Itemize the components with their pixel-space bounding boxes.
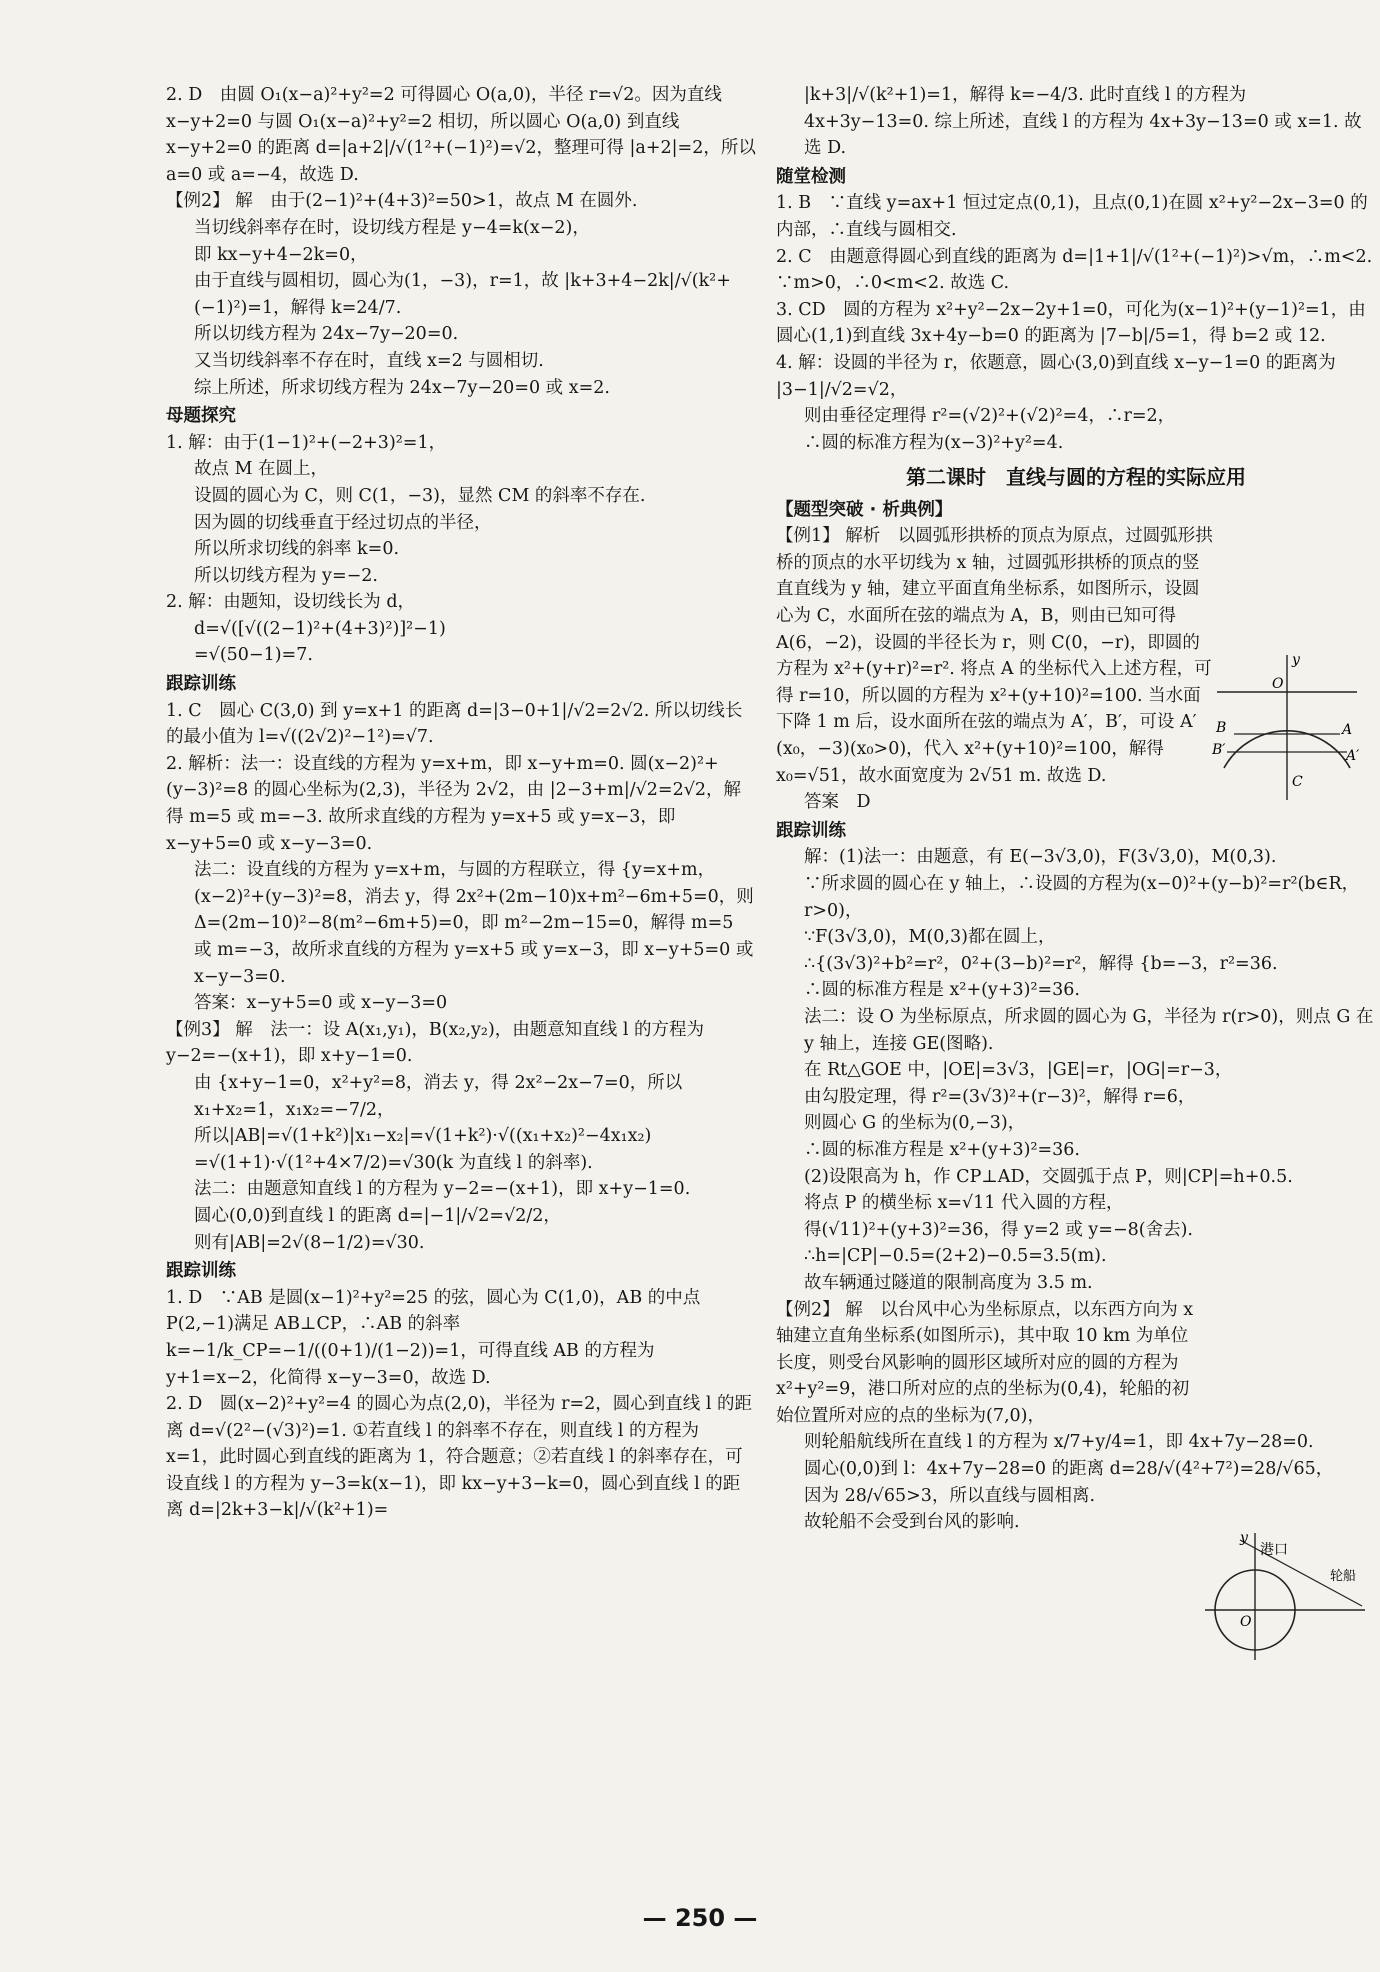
fig2-label-ship: 轮船	[1330, 1569, 1357, 1584]
fig1-label-o: O	[1272, 676, 1284, 692]
answer-line: 即 kx−y+4−2k=0，	[194, 244, 368, 265]
section-heading: 跟踪训练	[776, 820, 846, 841]
answer-line: ∴圆的标准方程是 x²+(y+3)²=36.	[804, 1139, 1080, 1160]
answer-item: 【例2】 解 由于(2−1)²+(4+3)²=50>1，故点 M 在圆外.	[166, 191, 638, 212]
answer-line: 法二：设 O 为坐标原点，所求圆的圆心为 G，半径为 r(r>0)，则点 G 在 y 轴上，连接 GE(图略).	[804, 1006, 1374, 1054]
answer-line: 得(√11)²+(y+3)²=36，得 y=2 或 y=−8(舍去).	[804, 1219, 1193, 1240]
answer-line: 答案 D	[804, 792, 871, 813]
left-column	[166, 82, 756, 1524]
answer-line: =√(1+1)·√(1²+4×7/2)=√30(k 为直线 l 的斜率).	[194, 1152, 593, 1173]
answer-line: 所以所求切线的斜率 k=0.	[194, 539, 400, 560]
answer-line: ∵F(3√3,0)，M(0,3)都在圆上，	[804, 927, 1056, 948]
answer-line: 解：(1)法一：由题意，有 E(−3√3,0)，F(3√3,0)，M(0,3).	[804, 847, 1277, 868]
fig1-label-y: y	[1292, 652, 1300, 668]
answer-line: 由于直线与圆相切，圆心为(1，−3)，r=1，故 |k+3+4−2k|/√(k²+(−1)²)=1，解得 k=24/7.	[194, 271, 731, 318]
fig1-label-c: C	[1292, 774, 1303, 790]
fig2-label-o: O	[1240, 1614, 1252, 1630]
answer-item: 2. 解析：法一：设直线的方程为 y=x+m，即 x−y+m=0. 圆(x−2)²+(y−3)²=8 的圆心坐标为(2,3)，半径为 2√2，由 |2−3+m|/√2=2√2，解得 m=5 或 m=−3. 故所求直线的方程为 y=x+5 或 y=x−3，即 x−y+5=0 或 x−y−3=0.	[166, 753, 741, 854]
answer-line: 答案：x−y+5=0 或 x−y−3=0	[194, 993, 448, 1014]
answer-line: 因为 28/√65>3，所以直线与圆相离.	[804, 1485, 1096, 1506]
section-heading: 随堂检测	[776, 166, 846, 187]
answer-item: 1. 解：由于(1−1)²+(−2+3)²=1，	[166, 432, 447, 453]
answer-line: ∴圆的标准方程为(x−3)²+y²=4.	[804, 432, 1064, 453]
answer-line: 则由垂径定理得 r²=(√2)²+(√2)²=4，∴r=2，	[804, 406, 1176, 427]
answer-line: 则轮船航线所在直线 l 的方程为 x/7+y/4=1，即 4x+7y−28=0.	[804, 1432, 1314, 1453]
answer-item: 1. D ∵AB 是圆(x−1)²+y²=25 的弦，圆心为 C(1,0)，AB 的中点 P(2,−1)满足 AB⊥CP，∴AB 的斜率 k=−1/k_CP=−1/((0+1)/(1−2))=1，可得直线 AB 的方程为 y+1=x−2，化简得 x−y−3=0，故选 D.	[166, 1287, 701, 1388]
fig2-label-port: 港口	[1260, 1542, 1288, 1558]
answer-item: 1. C 圆心 C(3,0) 到 y=x+1 的距离 d=|3−0+1|/√2=2√2. 所以切线长的最小值为 l=√((2√2)²−1²)=√7.	[166, 700, 743, 748]
answer-line: 所以切线方程为 24x−7y−20=0.	[194, 324, 459, 345]
bridge-arch-figure	[1212, 650, 1362, 810]
answer-line: 由勾股定理，得 r²=(3√3)²+(r−3)²，解得 r=6，	[804, 1086, 1196, 1107]
answer-item: 2. C 由题意得圆心到直线的距离为 d=|1+1|/√(1²+(−1)²)>√m，∴m<2. ∵m>0，∴0<m<2. 故选 C.	[776, 246, 1373, 294]
answer-item: 3. CD 圆的方程为 x²+y²−2x−2y+1=0，可化为(x−1)²+(y−1)²=1，由圆心(1,1)到直线 3x+4y−b=0 的距离为 |7−b|/5=1，得 b=2 或 12.	[776, 299, 1366, 347]
answer-line: ∴h=|CP|−0.5=(2+2)−0.5=3.5(m).	[804, 1246, 1107, 1267]
answer-line: =√(50−1)=7.	[194, 645, 313, 666]
answer-item: 2. D 由圆 O₁(x−a)²+y²=2 可得圆心 O(a,0)，半径 r=√2。因为直线 x−y+2=0 与圆 O₁(x−a)²+y²=2 相切，所以圆心 O(a,0) 到直线 x−y+2=0 的距离 d=|a+2|/√(1²+(−1)²)=√2，整理可得 |a+2|=2，所以 a=0 或 a=−4，故选 D.	[166, 85, 756, 185]
answer-line: 设圆的圆心为 C，则 C(1，−3)，显然 CM 的斜率不存在.	[194, 485, 646, 506]
section-heading: 跟踪训练	[166, 1261, 236, 1282]
fig1-label-b2: B′	[1212, 742, 1226, 758]
fig1-label-b: B	[1216, 720, 1227, 736]
section-title: 第二课时 直线与圆的方程的实际应用	[906, 465, 1246, 490]
answer-line: 则有|AB|=2√(8−1/2)=√30.	[194, 1232, 425, 1253]
typhoon-figure	[1200, 1528, 1370, 1668]
answer-line: d=√([√((2−1)²+(4+3)²)]²−1)	[194, 618, 446, 639]
answer-item: 【例3】 解 法一：设 A(x₁,y₁)，B(x₂,y₂)，由题意知直线 l 的方程为 y−2=−(x+1)，即 x+y−1=0.	[166, 1019, 704, 1067]
answer-line: 法二：由题意知直线 l 的方程为 y−2=−(x+1)，即 x+y−1=0.	[194, 1179, 691, 1200]
answer-line: (2)设限高为 h，作 CP⊥AD，交圆弧于点 P，则|CP|=h+0.5.	[804, 1166, 1293, 1187]
answer-line: 则圆心 G 的坐标为(0,−3)，	[804, 1113, 1026, 1134]
answer-line: |k+3|/√(k²+1)=1，解得 k=−4/3. 此时直线 l 的方程为 4x+3y−13=0. 综上所述，直线 l 的方程为 4x+3y−13=0 或 x=1. 故选 D.	[804, 85, 1362, 159]
answer-item: 【例1】 解析 以圆弧形拱桥的顶点为原点，过圆弧形拱桥的顶点的水平切线为 x 轴，过圆弧形拱桥的顶点的竖直直线为 y 轴，建立平面直角坐标系，如图所示，设圆心为 C，水面所在弦的端点为 A，B，则由已知可得 A(6，−2)，设圆的半径长为 r，则 C(0，−r)，即圆的方程为 x²+(y+r)²=r². 将点 A 的坐标代入上述方程，可得 r=10，所以圆的方程为 x²+(y+10)²=100. 当水面下降 1 m 后，设水面所在弦的端点为 A′，B′，可设 A′(x₀，−3)(x₀>0)，代入 x²+(y+10)²=100，解得 x₀=√51，故水面宽度为 2√51 m. 故选 D.	[776, 526, 1213, 786]
section-heading: 【题型突破 · 析典例】	[776, 499, 953, 520]
answer-line: 圆心(0,0)到直线 l 的距离 d=|−1|/√2=√2/2，	[194, 1205, 561, 1226]
fig1-label-a2: A′	[1346, 748, 1360, 764]
fig1-label-a: A	[1342, 722, 1353, 738]
fig2-label-y: y	[1240, 1530, 1248, 1546]
answer-line: 所以|AB|=√(1+k²)|x₁−x₂|=√(1+k²)·√((x₁+x₂)²−4x₁x₂)	[194, 1126, 652, 1147]
answer-line: 故点 M 在圆上，	[194, 459, 329, 480]
answer-line: 故轮船不会受到台风的影响.	[804, 1512, 1020, 1533]
answer-item: 1. B ∵直线 y=ax+1 恒过定点(0,1)，且点(0,1)在圆 x²+y²−2x−3=0 的内部，∴直线与圆相交.	[776, 193, 1368, 240]
answer-line: 由 {x+y−1=0，x²+y²=8，消去 y，得 2x²−2x−7=0，所以 x₁+x₂=1，x₁x₂=−7/2，	[194, 1072, 683, 1120]
answer-item: 4. 解：设圆的半径为 r，依题意，圆心(3,0)到直线 x−y−1=0 的距离为 |3−1|/√2=√2，	[776, 352, 1336, 400]
answer-line: ∵所求圆的圆心在 y 轴上，∴设圆的方程为(x−0)²+(y−b)²=r²(b∈R，r>0)，	[804, 874, 1360, 921]
section-heading: 跟踪训练	[166, 674, 236, 695]
answer-line: 法二：设直线的方程为 y=x+m，与圆的方程联立，得 {y=x+m，(x−2)²+(y−3)²=8，消去 y，得 2x²+(2m−10)x+m²−6m+5=0，则 Δ=(2m−10)²−8(m²−6m+5)=0，即 m²−2m−15=0，解得 m=5 或 m=−3，故所求直线的方程为 y=x+5 或 y=x−3，即 x−y+5=0 或 x−y−3=0.	[194, 860, 754, 987]
answer-line: 圆心(0,0)到 l：4x+7y−28=0 的距离 d=28/√(4²+7²)=28/√65，	[804, 1459, 1334, 1480]
answer-line: 又当切线斜率不存在时，直线 x=2 与圆相切.	[194, 350, 544, 371]
page-number: — 250 —	[642, 1904, 758, 1932]
answer-line: 将点 P 的横坐标 x=√11 代入圆的方程，	[804, 1193, 1124, 1214]
answer-line: 所以切线方程为 y=−2.	[194, 565, 378, 586]
answer-item: 【例2】 解 以台风中心为坐标原点，以东西方向为 x 轴建立直角坐标系(如图所示)，其中取 10 km 为单位长度，则受台风影响的圆形区域所对应的圆的方程为 x²+y²=9，港口所对应的点的坐标为(0,4)，轮船的初始位置所对应的点的坐标为(7,0)，	[776, 1299, 1194, 1426]
answer-line: ∴圆的标准方程是 x²+(y+3)²=36.	[804, 980, 1080, 1001]
answer-item: 2. 解：由题知，设切线长为 d，	[166, 592, 416, 613]
answer-item: 2. D 圆(x−2)²+y²=4 的圆心为点(2,0)，半径为 r=2，圆心到直线 l 的距离 d=√(2²−(√3)²)=1. ①若直线 l 的斜率不存在，则直线 l 的方程为 x=1，此时圆心到直线的距离为 1，符合题意；②若直线 l 的斜率存在，可设直线 l 的方程为 y−3=k(x−1)，即 kx−y+3−k=0，圆心到直线 l 的距离 d=|2k+3−k|/√(k²+1)=	[166, 1394, 752, 1521]
answer-line: 综上所述，所求切线方程为 24x−7y−20=0 或 x=2.	[194, 377, 610, 398]
right-column-top	[776, 82, 1376, 456]
answer-line: 故车辆通过隧道的限制高度为 3.5 m.	[804, 1272, 1093, 1293]
answer-line: 当切线斜率存在时，设切线方程是 y−4=k(x−2)，	[194, 217, 590, 238]
answer-line: 在 Rt△GOE 中，|OE|=3√3，|GE|=r，|OG|=r−3，	[804, 1060, 1233, 1081]
answer-line: ∴{(3√3)²+b²=r²，0²+(3−b)²=r²，解得 {b=−3，r²=36.	[804, 953, 1278, 974]
answer-line: 因为圆的切线垂直于经过切点的半径，	[194, 512, 492, 533]
section-heading: 母题探究	[166, 406, 236, 427]
